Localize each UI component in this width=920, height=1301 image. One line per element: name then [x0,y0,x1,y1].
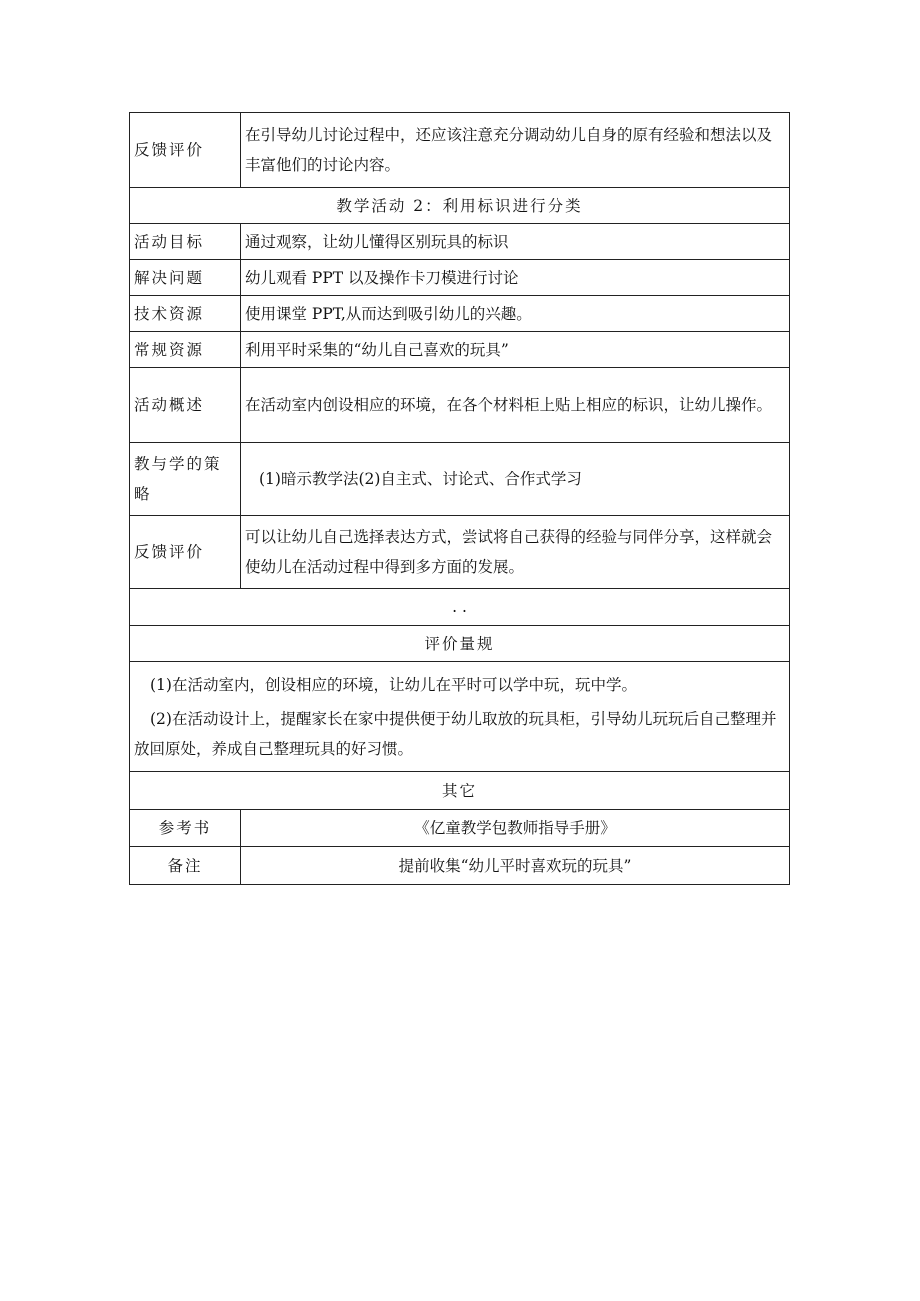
activity2-header-row [130,188,790,224]
problem-solving-label: 解决问题 [130,260,241,296]
reference-value: 《亿童教学包教师指导手册》 [241,810,790,847]
activity-goal-label: 活动目标 [130,224,241,260]
problem-solving-row [130,260,790,296]
feedback-label: 反馈评价 [130,113,241,188]
rubric-body-row [130,662,790,772]
rubric-header-row [130,626,790,662]
activity-overview-label: 活动概述 [130,368,241,443]
strategy-row [130,443,790,516]
rubric-body [130,662,790,772]
other-header: 其它 [130,772,790,810]
activity-overview-row [130,368,790,443]
feedback-row-2 [130,516,790,589]
notes-label: 备注 [130,847,241,885]
feedback-text: 在引导幼儿讨论过程中，还应该注意充分调动幼儿自身的原有经验和想法以及丰富他们的讨论内容。 [241,113,790,188]
strategy-text: (1)暗示教学法(2)自主式、讨论式、合作式学习 [241,443,790,516]
tech-resource-row [130,296,790,332]
lesson-plan-table [129,112,790,885]
problem-solving-text: 幼儿观看 PPT 以及操作卡刀模进行讨论 [241,260,790,296]
other-header-row [130,772,790,810]
feedback2-label: 反馈评价 [130,516,241,589]
rubric-header: 评价量规 [130,626,790,662]
feedback-row-1 [130,113,790,188]
separator-row [130,589,790,626]
notes-value: 提前收集“幼儿平时喜欢玩的玩具” [241,847,790,885]
reference-row [130,810,790,847]
regular-resource-text: 利用平时采集的“幼儿自己喜欢的玩具” [241,332,790,368]
notes-row [130,847,790,885]
separator-dots: . . [130,589,790,626]
tech-resource-label: 技术资源 [130,296,241,332]
feedback2-text: 可以让幼儿自己选择表达方式，尝试将自己获得的经验与同伴分享，这样就会使幼儿在活动过程中得到多方面的发展。 [241,516,790,589]
tech-resource-text: 使用课堂 PPT,从而达到吸引幼儿的兴趣。 [241,296,790,332]
activity-goal-row [130,224,790,260]
activity2-header: 教学活动 2：利用标识进行分类 [130,188,790,224]
strategy-label: 教与学的策略 [130,443,241,516]
rubric-item-2: (2)在活动设计上，提醒家长在家中提供便于幼儿取放的玩具柜，引导幼儿玩玩后自己整理并放回原处，养成自己整理玩具的好习惯。 [134,709,777,758]
rubric-item-1: (1)在活动室内，创设相应的环境，让幼儿在平时可以学中玩，玩中学。 [150,675,637,694]
regular-resource-row [130,332,790,368]
activity-goal-text: 通过观察，让幼儿懂得区别玩具的标识 [241,224,790,260]
activity-overview-text: 在活动室内创设相应的环境，在各个材料柜上贴上相应的标识，让幼儿操作。 [241,368,790,443]
regular-resource-label: 常规资源 [130,332,241,368]
reference-label: 参考书 [130,810,241,847]
